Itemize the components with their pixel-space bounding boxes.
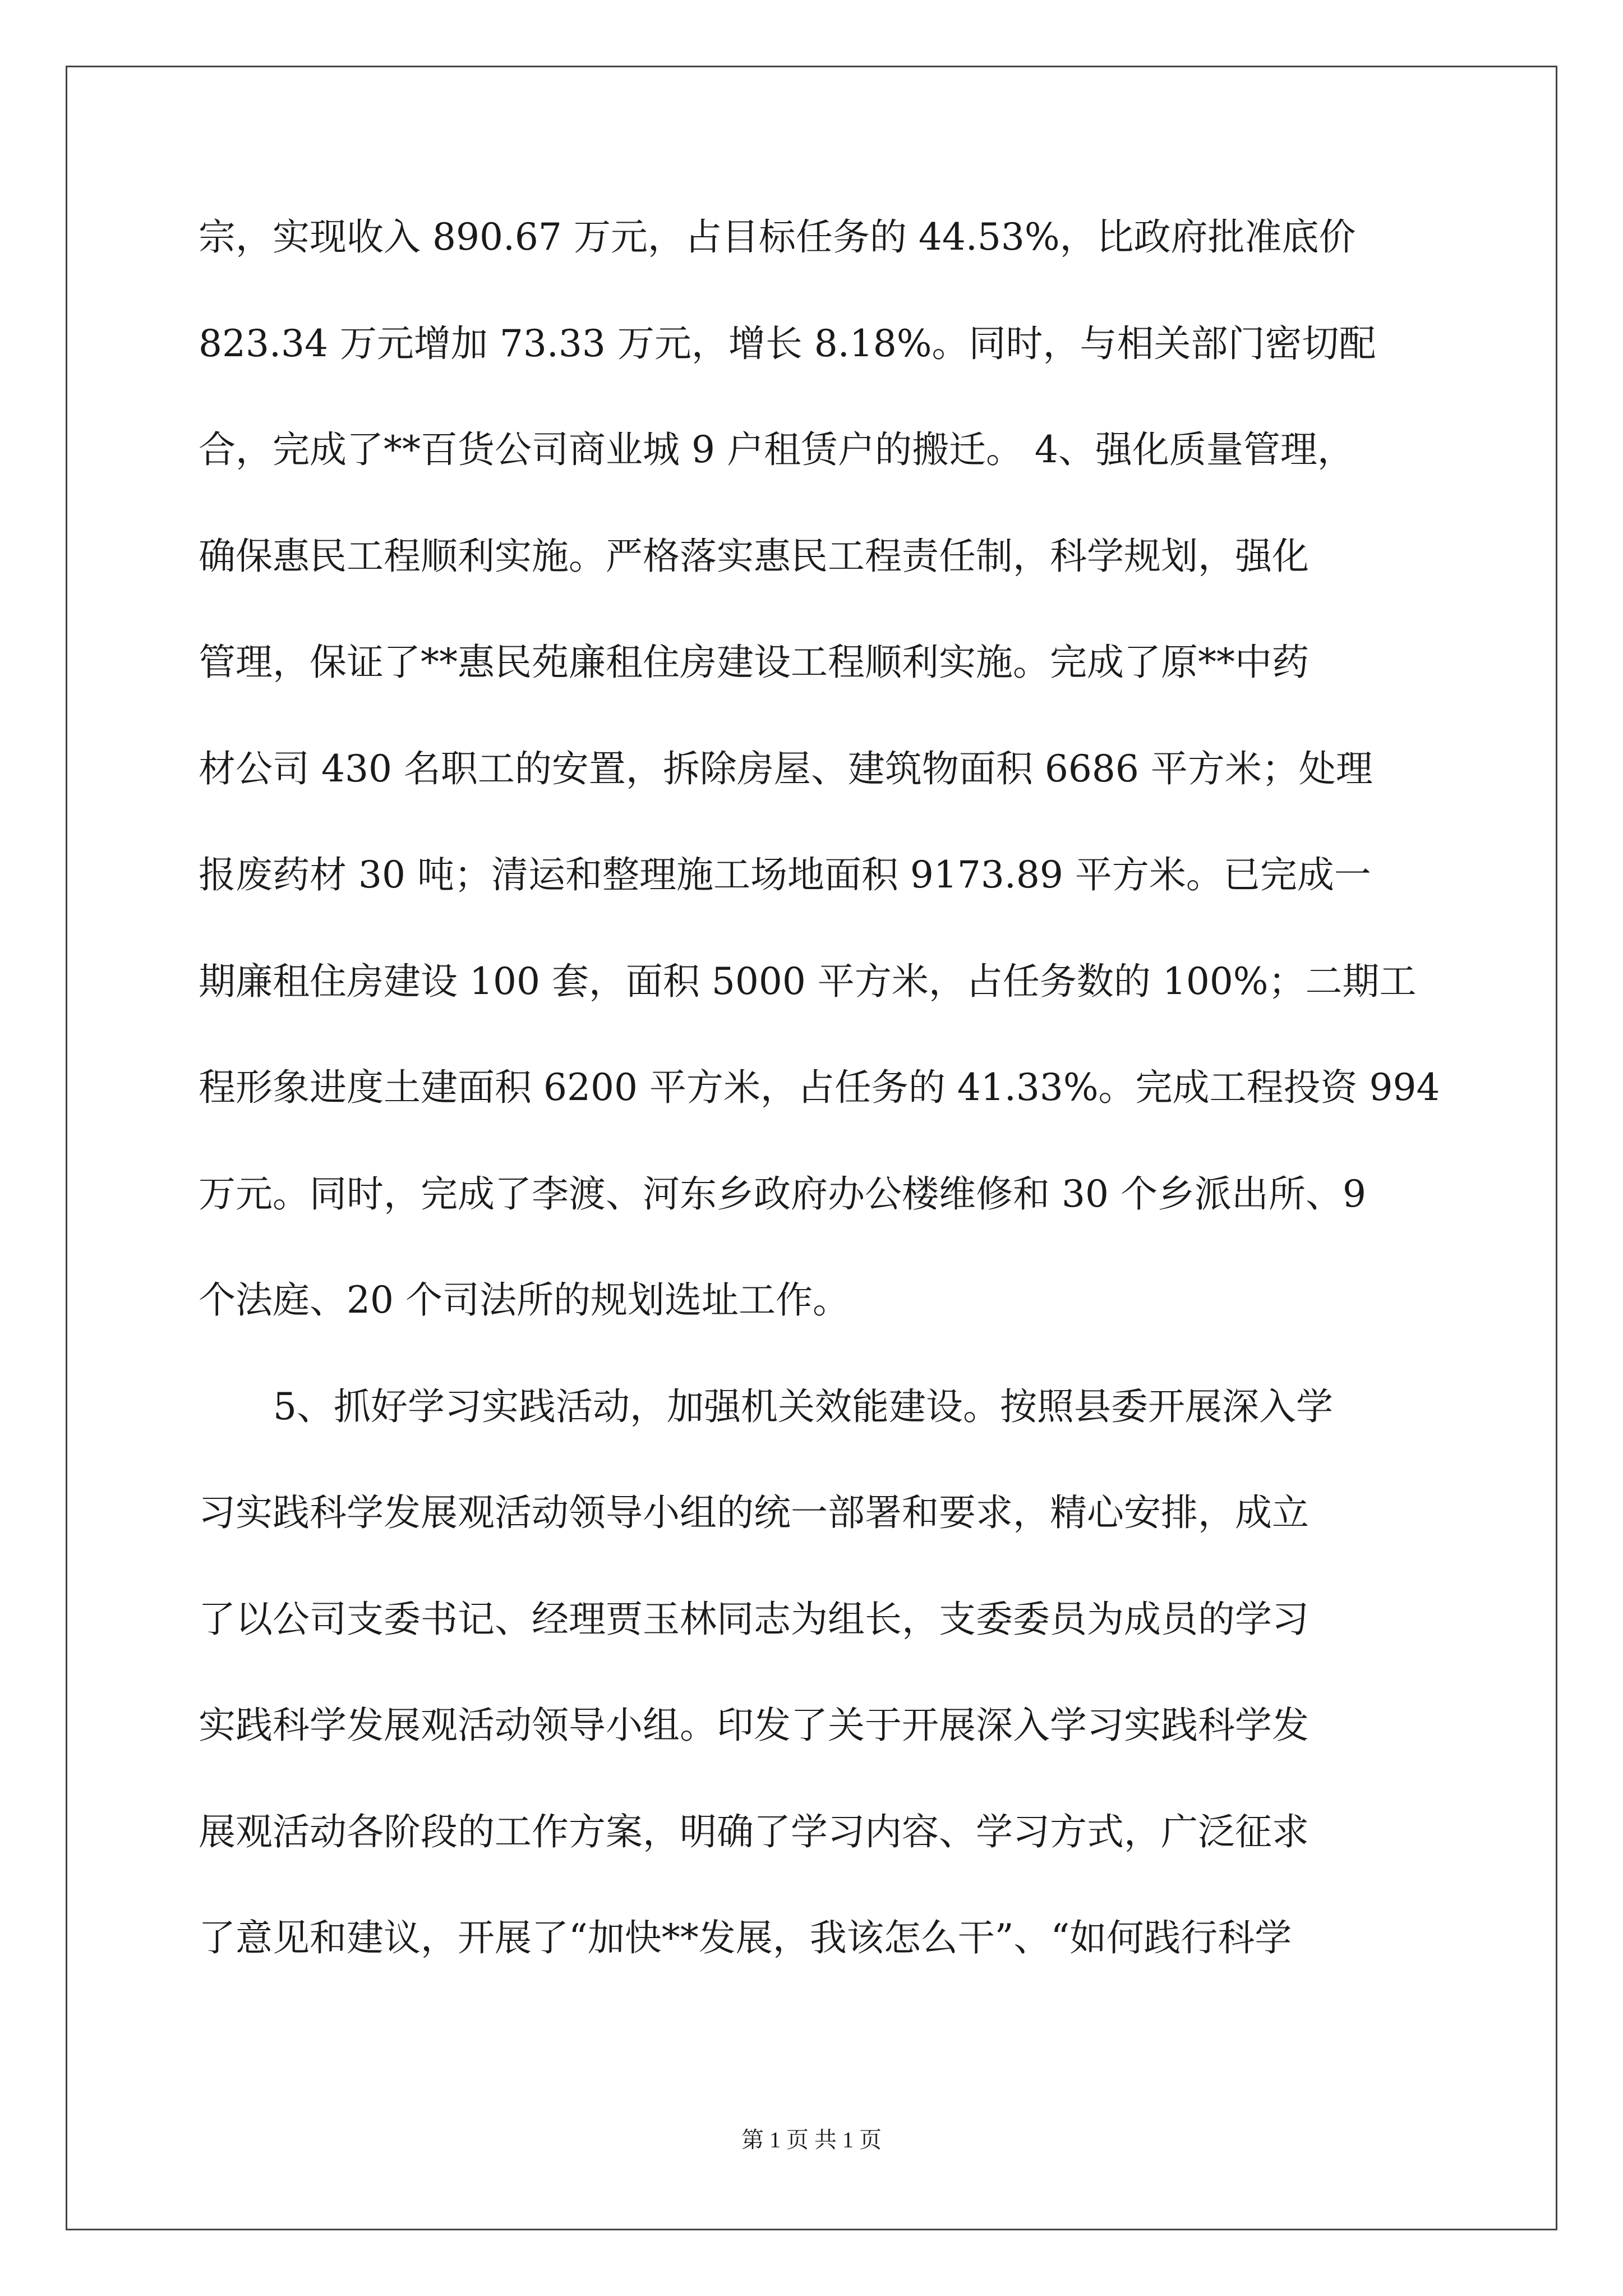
body-text-line: 期廉租住房建设 100 套，面积 5000 平方米，占任务数的 100%；二期工 xyxy=(199,960,1417,1003)
body-text-line: 万元。同时，完成了李渡、河东乡政府办公楼维修和 30 个乡派出所、9 xyxy=(199,1172,1366,1216)
body-text-line: 材公司 430 名职工的安置，拆除房屋、建筑物面积 6686 平方米；处理 xyxy=(199,747,1373,790)
body-text-line: 宗，实现收入 890.67 万元，占目标任务的 44.53%，比政府批准底价 xyxy=(199,215,1356,259)
page-number-footer: 第 1 页 共 1 页 xyxy=(741,2127,882,2152)
body-text-line: 确保惠民工程顺利实施。严格落实惠民工程责任制，科学规划，强化 xyxy=(199,535,1309,578)
body-text-line: 个法庭、20 个司法所的规划选址工作。 xyxy=(199,1278,850,1322)
body-text-line: 实践科学发展观活动领导小组。印发了关于开展深入学习实践科学发 xyxy=(199,1704,1309,1747)
body-text-line: 报废药材 30 吨；清运和整理施工场地面积 9173.89 平方米。已完成一 xyxy=(199,853,1371,896)
page-border xyxy=(66,66,1557,2230)
body-text-line: 程形象进度土建面积 6200 平方米，占任务的 41.33%。完成工程投资 994 xyxy=(199,1066,1440,1109)
body-text-line: 习实践科学发展观活动领导小组的统一部署和要求，精心安排，成立 xyxy=(199,1491,1309,1534)
paragraph-first-line: 5、抓好学习实践活动，加强机关效能建设。按照县委开展深入学 xyxy=(273,1385,1333,1428)
body-text-line: 了意见和建议，开展了“加快**发展，我该怎么干”、“如何践行科学 xyxy=(199,1916,1292,1959)
body-text-line: 了以公司支委书记、经理贾玉林同志为组长，支委委员为成员的学习 xyxy=(199,1598,1309,1641)
body-text-line: 合，完成了**百货公司商业城 9 户租赁户的搬迁。 4、强化质量管理， xyxy=(199,428,1354,471)
body-text-line: 展观活动各阶段的工作方案，明确了学习内容、学习方式，广泛征求 xyxy=(199,1810,1309,1853)
body-text-line: 管理，保证了**惠民苑廉租住房建设工程顺利实施。完成了原**中药 xyxy=(199,641,1309,684)
body-text-line: 823.34 万元增加 73.33 万元，增长 8.18%。同时，与相关部门密切配 xyxy=(199,322,1376,365)
